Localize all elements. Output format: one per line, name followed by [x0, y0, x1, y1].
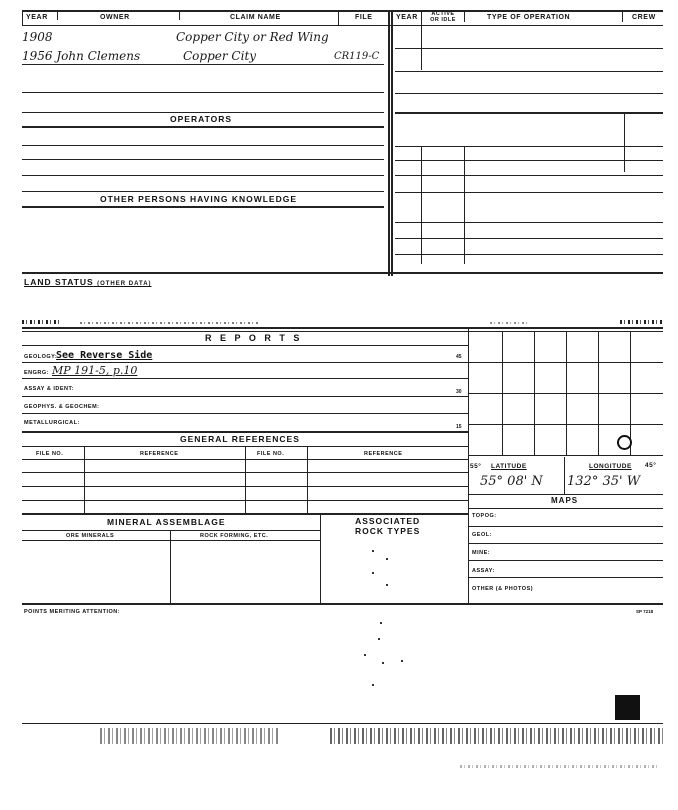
header-type-of-operation: TYPE OF OPERATION [487, 14, 571, 21]
row-line [395, 112, 663, 114]
mineral-col-divider [320, 513, 321, 603]
refs-col-divider [307, 446, 308, 513]
form-number: SP 7218 [636, 609, 654, 614]
geology-num: 45 [456, 354, 462, 360]
row-line [395, 160, 663, 161]
operators-top-line [22, 112, 384, 113]
top-table-bottom-border [22, 272, 663, 274]
maps-row-line [468, 543, 663, 544]
col-divider [338, 10, 339, 26]
mineral-title-underline [22, 530, 320, 531]
other-persons-label: OTHER PERSONS HAVING KNOWLEDGE [100, 194, 298, 204]
associated-line-1: ASSOCIATED [355, 516, 421, 526]
speck [401, 660, 403, 662]
latitude-value: 55° 08' N [480, 474, 543, 489]
speck [386, 584, 388, 586]
row2-claim: Copper City [183, 49, 257, 63]
row-line [395, 71, 663, 72]
col-divider [622, 10, 623, 22]
row-line [22, 92, 384, 93]
speck [372, 550, 374, 552]
engrg-value: MP 191-5, p.10 [52, 364, 138, 377]
land-status-title: LAND STATUS [24, 277, 94, 287]
row-line [395, 254, 663, 255]
report-row-line [22, 413, 468, 414]
maps-topog: TOPOG: [472, 513, 497, 519]
row-line [395, 192, 663, 193]
registration-mark [615, 695, 640, 720]
operators-label: OPERATORS [170, 114, 233, 124]
row-line [395, 175, 663, 176]
longitude-value: 132° 35' W [567, 474, 641, 489]
col-divider [464, 10, 465, 22]
report-row-line [22, 378, 468, 379]
refs-header-file-no: FILE NO. [36, 451, 64, 457]
row2-year-owner: 1956 John Clemens [22, 49, 141, 63]
maps-mine: MINE: [472, 550, 491, 556]
speck [364, 654, 366, 656]
refs-header-reference: REFERENCE [140, 451, 179, 457]
header-active-idle: ACTIVE OR IDLE [430, 11, 456, 23]
maps-row-line [468, 577, 663, 578]
row-line [22, 175, 384, 176]
lat-prefix: 55° [470, 463, 482, 470]
speck [378, 638, 380, 640]
col-divider [464, 146, 465, 264]
reports-title-underline [22, 345, 468, 346]
grid-bottom-line [468, 455, 663, 456]
maps-geol: GEOL: [472, 532, 492, 538]
maps-row-line [468, 560, 663, 561]
assay-num: 30 [456, 389, 462, 395]
latitude-label: LATITUDE [491, 463, 527, 470]
refs-row-line [22, 472, 468, 473]
header-year-2: YEAR [396, 14, 418, 21]
associated-rock-types-label [355, 516, 420, 536]
reports-top-border [22, 327, 663, 329]
mineral-assemblage-title: MINERAL ASSEMBLAGE [107, 517, 226, 527]
header-crew: CREW [632, 14, 656, 21]
ore-minerals-label: ORE MINERALS [66, 533, 115, 539]
metallurgical-label: METALLURGICAL: [24, 420, 80, 426]
geology-value: See Reverse Side [56, 350, 153, 361]
smudge [490, 322, 530, 324]
row-line [395, 93, 663, 94]
refs-bottom-line [22, 513, 468, 515]
row-line [22, 159, 384, 160]
row-line [395, 222, 663, 223]
operators-underline [22, 126, 384, 128]
col-divider [57, 10, 58, 20]
row2-file: CR119-C [334, 51, 380, 62]
report-row-line [22, 362, 468, 363]
header-owner: OWNER [100, 14, 130, 21]
refs-header-file-no-2: FILE NO. [257, 451, 285, 457]
header-file: FILE [355, 14, 373, 21]
reports-right-divider [468, 327, 469, 603]
refs-col-divider [245, 446, 246, 513]
maps-underline [468, 508, 663, 509]
row-line [395, 146, 663, 147]
grid-line [468, 424, 663, 425]
col-divider [624, 112, 625, 172]
assay-label: ASSAY & IDENT: [24, 386, 75, 392]
row1-year: 1908 [22, 30, 53, 44]
refs-header-reference-2: REFERENCE [364, 451, 403, 457]
engrg-label: ENGRG: [24, 370, 49, 376]
metallurgical-num: 15 [456, 424, 462, 430]
latlon-divider [564, 457, 565, 495]
header-year: YEAR [26, 14, 48, 21]
land-status-label [24, 277, 152, 287]
smudge [22, 320, 62, 324]
land-status-sub: (OTHER DATA) [97, 281, 152, 287]
grid-line [468, 393, 663, 394]
header-claim-name: CLAIM NAME [230, 14, 281, 21]
maps-row-line [468, 526, 663, 527]
smudge [620, 320, 663, 324]
col-divider [179, 10, 180, 20]
speck [372, 684, 374, 686]
maps-other: OTHER (& PHOTOS) [472, 586, 534, 592]
other-persons-top-line [22, 191, 384, 192]
row-line [22, 145, 384, 146]
lon-suffix: 45° [645, 462, 657, 469]
col-divider [22, 10, 23, 26]
report-row-line [22, 431, 468, 433]
col-divider [421, 10, 422, 70]
speck [380, 622, 382, 624]
header-underline [22, 25, 663, 26]
top-border [22, 10, 663, 12]
latlon-underline [468, 494, 663, 495]
scan-noise [100, 728, 280, 744]
refs-row-line [22, 486, 468, 487]
location-circle-icon [617, 435, 632, 450]
rock-forming-label: ROCK FORMING, ETC. [200, 533, 269, 539]
scan-noise [330, 728, 663, 744]
speck [382, 662, 384, 664]
row1-claim: Copper City or Red Wing [176, 30, 329, 44]
maps-label: MAPS [551, 496, 579, 505]
smudge [80, 322, 260, 324]
reports-title: R E P O R T S [205, 333, 303, 343]
mineral-header-underline [22, 540, 320, 541]
other-persons-underline [22, 206, 384, 208]
grid-line [468, 362, 663, 363]
bottom-line [22, 723, 663, 724]
longitude-label: LONGITUDE [589, 463, 632, 470]
mineral-col-divider [170, 530, 171, 603]
row-line [22, 64, 384, 65]
col-divider [421, 146, 422, 264]
speck [386, 558, 388, 560]
speck [372, 572, 374, 574]
refs-col-divider [84, 446, 85, 513]
geology-label: GEOLOGY: [24, 354, 58, 360]
scan-noise [460, 765, 660, 768]
row-line [395, 238, 663, 239]
points-meriting-attention-label: POINTS MERITING ATTENTION: [24, 609, 121, 615]
report-row-line [22, 396, 468, 397]
reports-bottom-border [22, 603, 663, 605]
refs-row-line [22, 500, 468, 501]
row-line [395, 48, 663, 49]
right-panel-divider [391, 10, 393, 276]
associated-line-2: ROCK TYPES [355, 526, 421, 536]
general-references-title: GENERAL REFERENCES [180, 434, 300, 444]
right-panel-divider [388, 10, 390, 276]
geophys-label: GEOPHYS. & GEOCHEM: [24, 404, 100, 410]
maps-assay: ASSAY: [472, 568, 495, 574]
